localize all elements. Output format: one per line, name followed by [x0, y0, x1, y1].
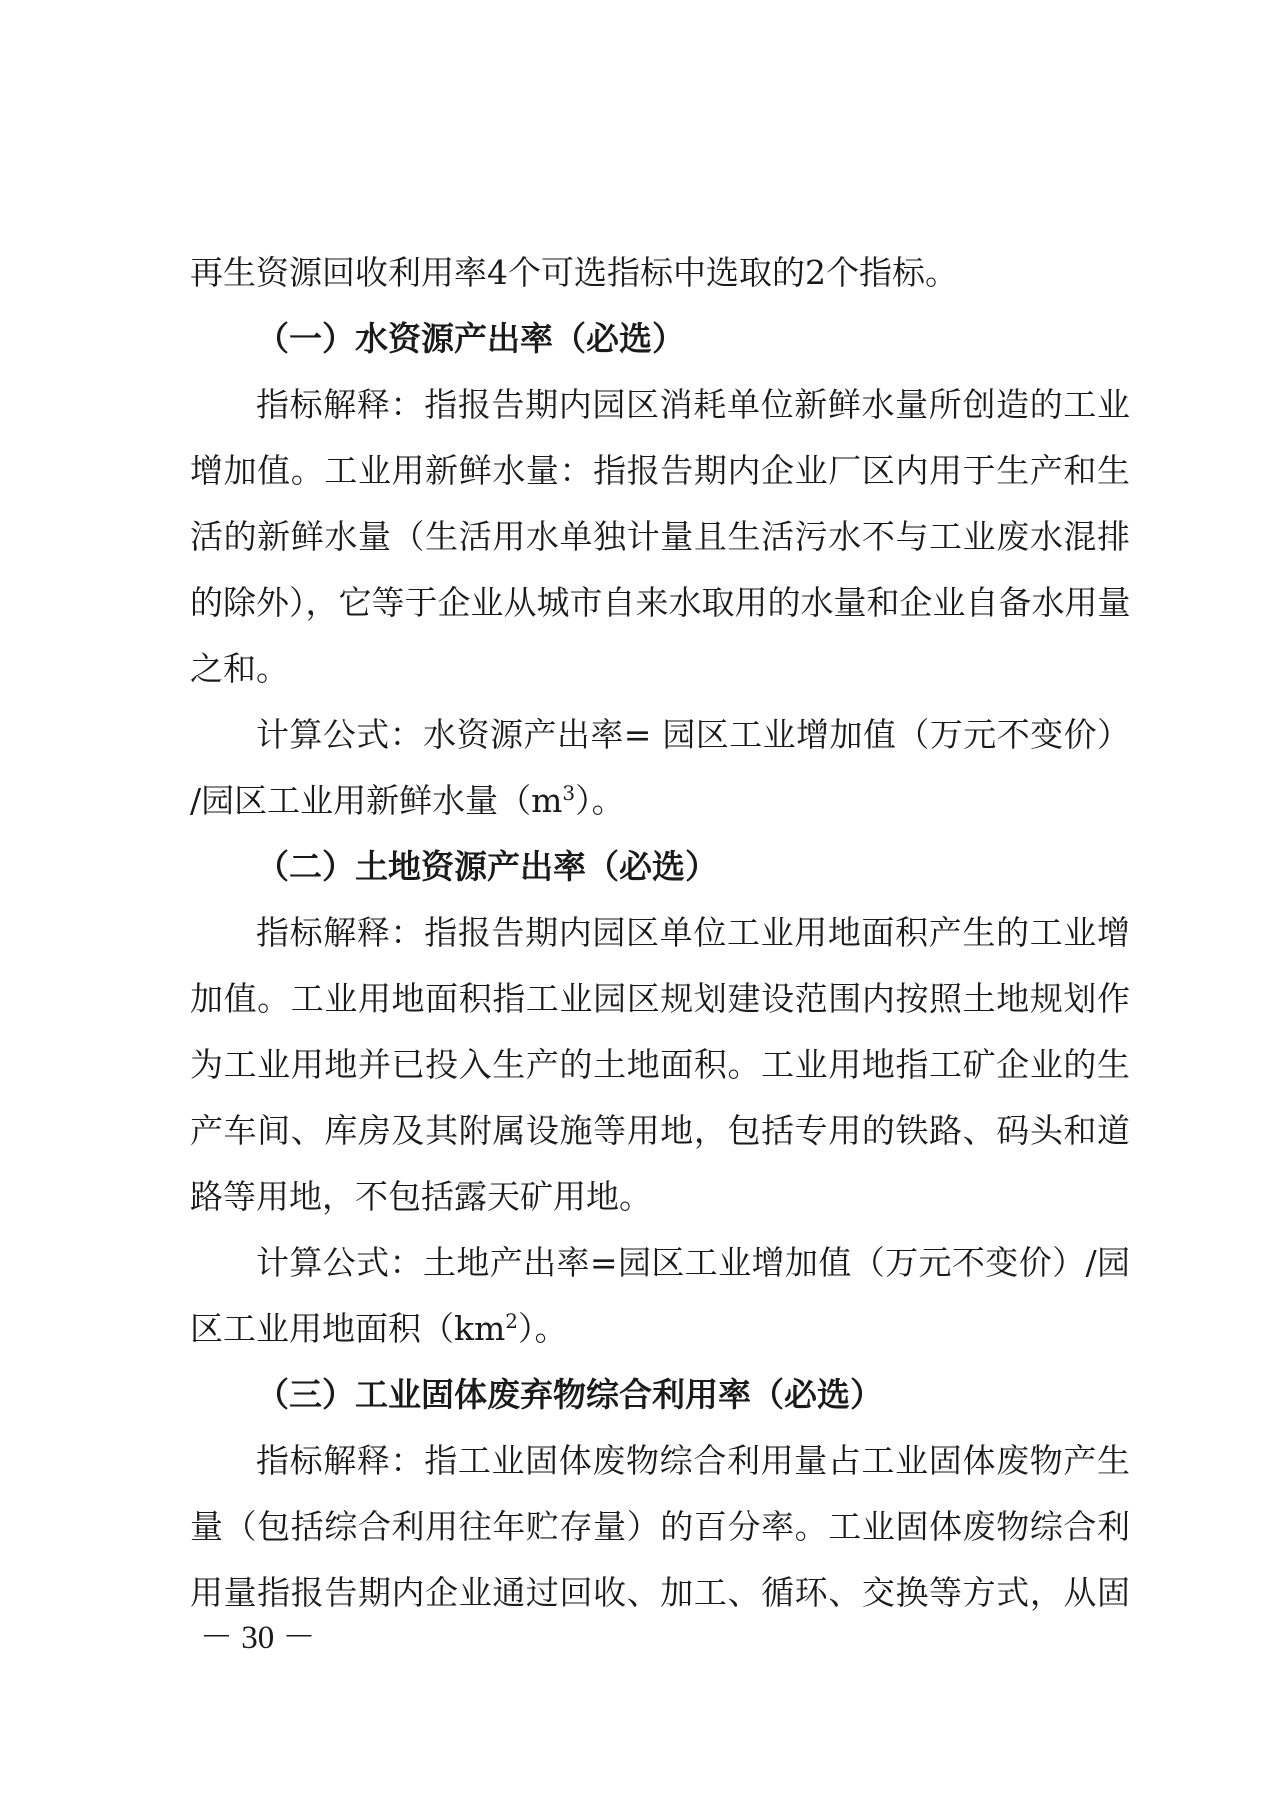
paragraph-line: 加值。工业用地面积指工业园区规划建设范围内按照土地规划作 [190, 979, 1130, 1018]
section-heading-water: （一）水资源产出率（必选） [256, 319, 685, 358]
formula-line: 计算公式：土地产出率=园区工业增加值（万元不变价）/园 [256, 1243, 1130, 1282]
paragraph-line: 活的新鲜水量（生活用水单独计量且生活污水不与工业废水混排 [190, 517, 1130, 556]
paragraph-line: 再生资源回收利用率4个可选指标中选取的2个指标。 [190, 253, 958, 292]
paragraph-line: 之和。 [190, 649, 289, 688]
formula-line [190, 768, 1130, 834]
paragraph-line: 指标解释：指报告期内园区消耗单位新鲜水量所创造的工业 [256, 385, 1130, 424]
paragraph-line: 指标解释：指报告期内园区单位工业用地面积产生的工业增 [256, 913, 1130, 952]
formula-line [190, 1296, 1130, 1362]
paragraph-line: 产车间、库房及其附属设施等用地，包括专用的铁路、码头和道 [190, 1111, 1130, 1150]
paragraph-line: 增加值。工业用新鲜水量：指报告期内企业厂区内用于生产和生 [190, 451, 1130, 490]
paragraph-line: 为工业用地并已投入生产的土地面积。工业用地指工矿企业的生 [190, 1045, 1130, 1084]
paragraph-line: 的除外），它等于企业从城市自来水取用的水量和企业自备水用量 [190, 583, 1130, 622]
formula-text: 区工业用地面积（km [190, 1309, 506, 1348]
paragraph-line: 指标解释：指工业固体废物综合利用量占工业固体废物产生 [256, 1441, 1130, 1480]
section-heading-land: （二）土地资源产出率（必选） [256, 847, 718, 886]
body-text [190, 240, 1130, 1626]
superscript: 2 [505, 1309, 519, 1333]
superscript: 3 [562, 781, 576, 805]
formula-text: ）。 [518, 1309, 568, 1348]
formula-text: ）。 [575, 781, 625, 820]
section-heading-solid-waste: （三）工业固体废弃物综合利用率（必选） [256, 1375, 883, 1414]
paragraph-line: 用量指报告期内企业通过回收、加工、循环、交换等方式，从固 [190, 1573, 1130, 1612]
page-number: － 30 － [200, 1620, 316, 1656]
paragraph-line: 路等用地，不包括露天矿用地。 [190, 1177, 652, 1216]
formula-line: 计算公式：水资源产出率= 园区工业增加值（万元不变价） [256, 715, 1130, 754]
formula-text: /园区工业用新鲜水量（m [190, 781, 563, 820]
paragraph-line: 量（包括综合利用往年贮存量）的百分率。工业固体废物综合利 [190, 1507, 1130, 1546]
